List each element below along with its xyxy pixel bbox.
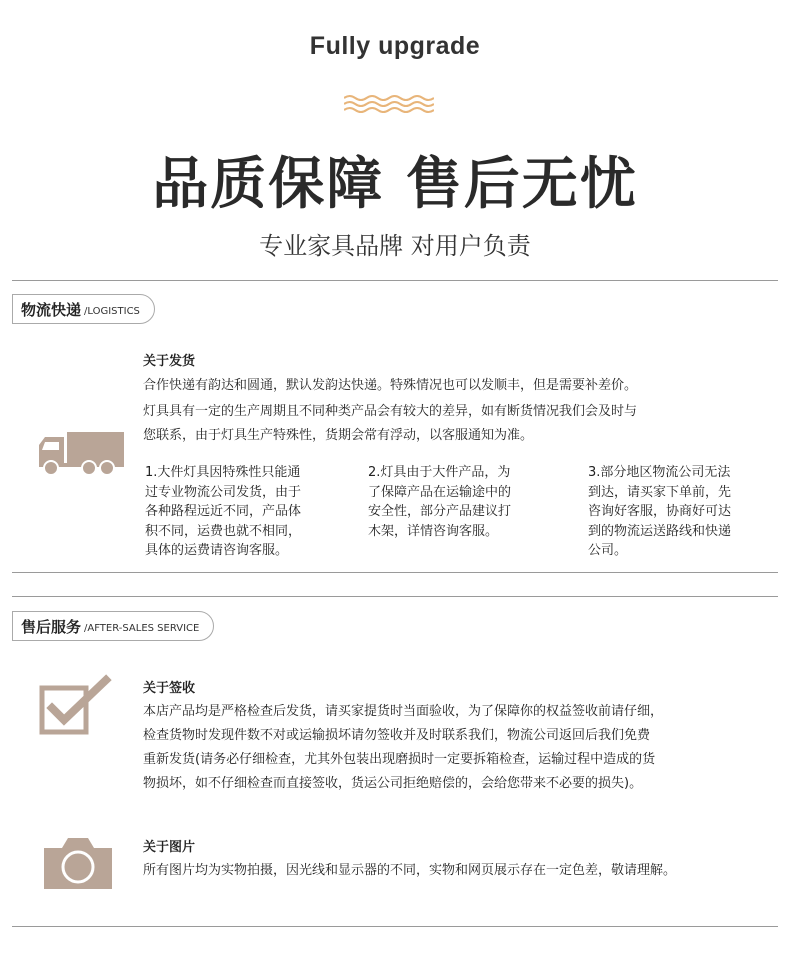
sign-line: 物损坏，如不仔细检查而直接签收，货运公司拒绝赔偿的，会给您带来不必要的损失)。 [143,776,643,791]
note-line: 3.部分地区物流公司无法 [588,465,731,480]
wave-divider-icon [344,94,434,114]
logistics-note-1 [145,463,330,561]
logistics-line: 您联系，由于灯具生产特殊性，货期会常有浮动，以客服通知为准。 [143,428,534,443]
photo-title: 关于图片 [143,840,196,855]
truck-icon [37,431,125,476]
note-line: 2.灯具由于大件产品，为 [368,465,511,480]
aftersales-tag [12,611,214,641]
note-line: 安全性，部分产品建议打 [368,504,512,519]
logistics-line: 灯具具有一定的生产周期且不同种类产品会有较大的差异，如有断货情况我们会及时与 [143,404,638,419]
note-line: 1.大件灯具因特殊性只能通 [145,465,301,480]
aftersales-tag-cn: 售后服务 [21,617,82,636]
logistics-title: 关于发货 [143,354,196,369]
note-line: 具体的运费请咨询客服。 [145,543,289,558]
note-line: 各种路程远近不同，产品体 [145,504,302,519]
note-line: 咨询好客服，协商好可达 [588,504,732,519]
divider [12,926,778,927]
logistics-line: 合作快递有韵达和圆通，默认发韵达快递。特殊情况也可以发顺丰，但是需要补差价。 [143,378,638,393]
sign-line: 检查货物时发现件数不对或运输损坏请勿签收并及时联系我们，物流公司返回后我们免费 [143,728,651,743]
logistics-note-3 [588,463,773,561]
note-line: 公司。 [588,543,628,558]
logistics-tag-en: /LOGISTICS [84,305,140,317]
header-title-en: Fully upgrade [309,32,481,60]
sign-line: 重新发货(请务必仔细检查，尤其外包装出现磨损时一定要拆箱检查，运输过程中造成的货 [143,752,656,767]
camera-icon [42,836,114,891]
logistics-tag-cn: 物流快递 [21,300,82,319]
note-line: 到达，请买家下单前，先 [588,484,732,500]
note-line: 过专业物流公司发货，由于 [145,484,302,500]
divider [12,572,778,573]
note-line: 到的物流运送路线和快递 [588,523,732,539]
header-title-cn: 品质保障 售后无忧 [152,152,638,217]
sign-line: 本店产品均是严格检查后发货，请买家提货时当面验收，为了保障你的权益签收前请仔细， [143,704,664,719]
sign-title: 关于签收 [143,681,196,696]
logistics-note-2 [368,463,553,541]
logistics-tag [12,294,155,324]
note-line: 了保障产品在运输途中的 [368,484,512,500]
aftersales-tag-en: /AFTER-SALES SERVICE [84,622,200,634]
checkbox-check-icon [38,674,112,736]
note-line: 木架，详情咨询客服。 [368,523,499,539]
note-line: 积不同，运费也就不相同， [145,523,302,539]
divider [12,280,778,281]
header-subtitle: 专业家具品牌 对用户负责 [259,232,531,260]
divider [12,596,778,597]
photo-line: 所有图片均为实物拍摄，因光线和显示器的不同，实物和网页展示存在一定色差，敬请理解。 [143,863,677,878]
